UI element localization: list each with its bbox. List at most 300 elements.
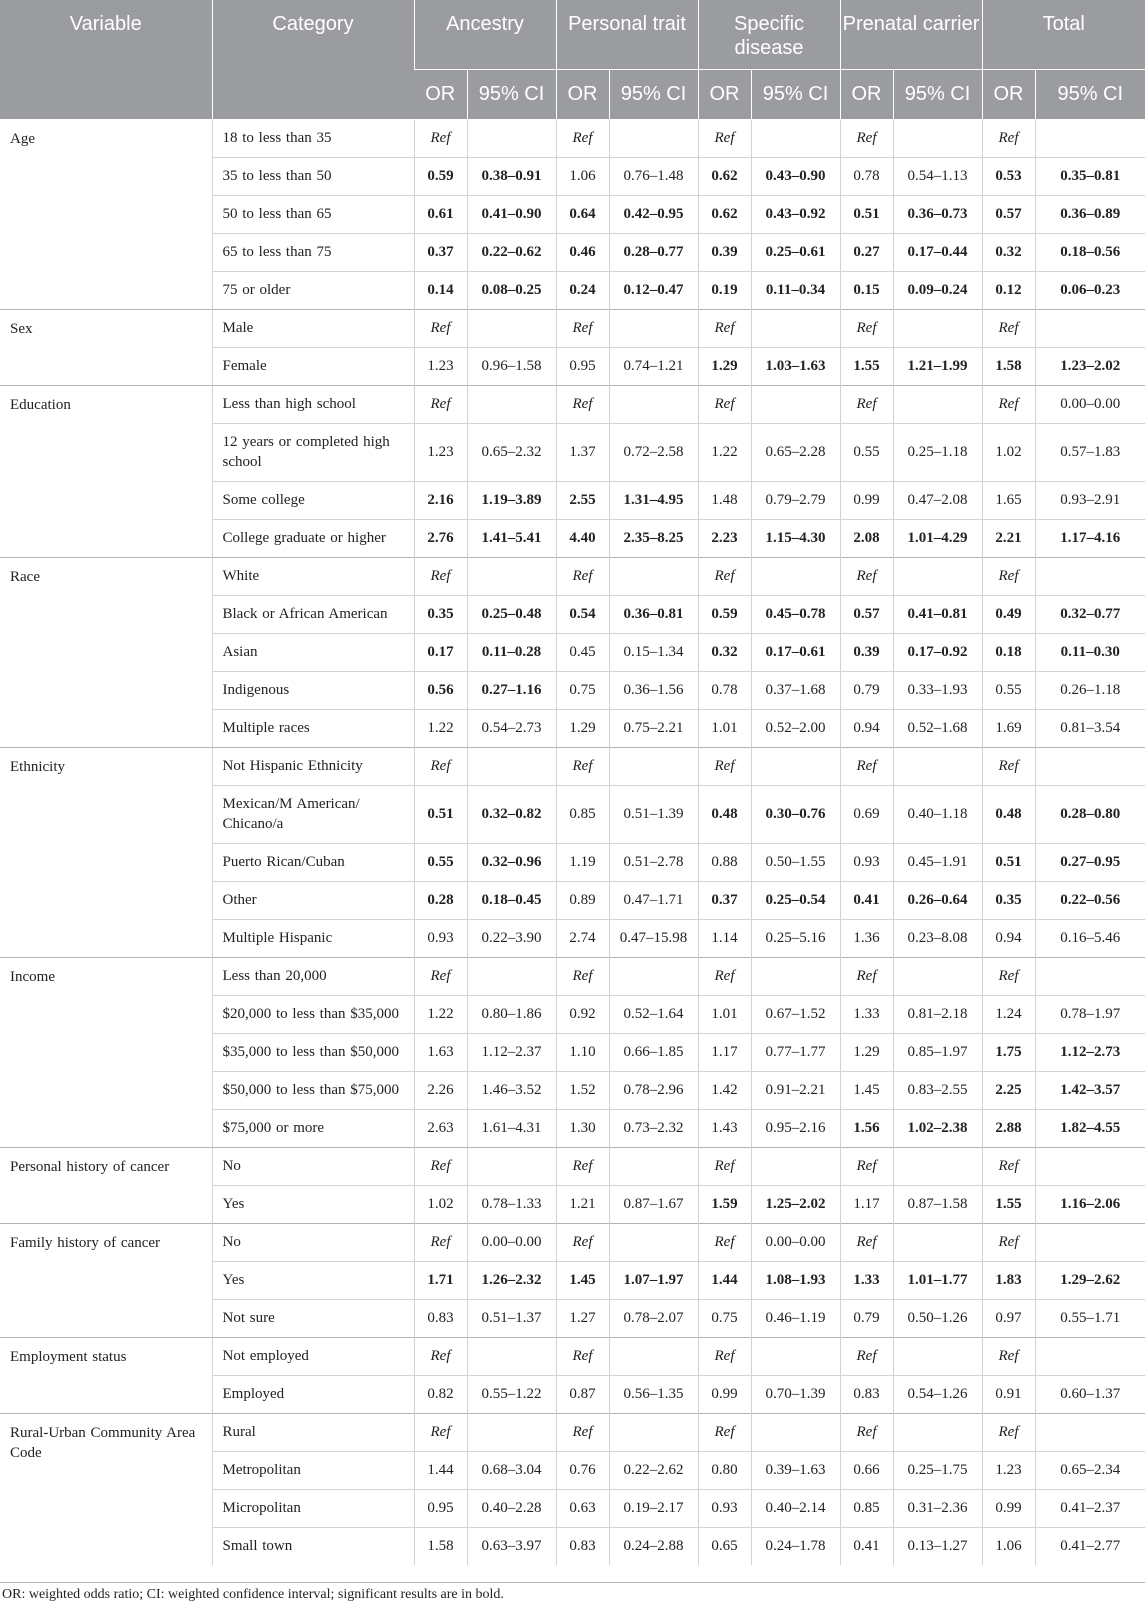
or-cell: 2.55 xyxy=(556,481,609,519)
ci-cell: 1.12–2.37 xyxy=(467,1033,556,1071)
or-cell: 1.59 xyxy=(698,1185,751,1223)
or-cell: 1.23 xyxy=(982,1451,1035,1489)
header-ci: 95% CI xyxy=(751,69,840,119)
category-cell: Small town xyxy=(212,1527,414,1565)
ci-cell xyxy=(1035,1413,1145,1451)
category-cell: No xyxy=(212,1147,414,1185)
or-cell: Ref xyxy=(698,309,751,347)
or-cell: 1.33 xyxy=(840,1261,893,1299)
or-cell: 0.83 xyxy=(414,1299,467,1337)
header-or: OR xyxy=(982,69,1035,119)
category-cell: $20,000 to less than $35,000 xyxy=(212,995,414,1033)
or-cell: 1.63 xyxy=(414,1033,467,1071)
category-cell: 75 or older xyxy=(212,271,414,309)
or-cell: Ref xyxy=(556,119,609,157)
or-cell: 0.79 xyxy=(840,1299,893,1337)
ci-cell: 0.22–2.62 xyxy=(609,1451,698,1489)
variable-cell: Employment status xyxy=(0,1337,212,1413)
or-cell: 1.23 xyxy=(414,423,467,481)
or-cell: 0.62 xyxy=(698,157,751,195)
ci-cell: 0.12–0.47 xyxy=(609,271,698,309)
ci-cell: 0.16–5.46 xyxy=(1035,919,1145,957)
or-cell: Ref xyxy=(556,1223,609,1261)
ci-cell: 0.26–1.18 xyxy=(1035,671,1145,709)
ci-cell xyxy=(1035,557,1145,595)
or-cell: 1.17 xyxy=(698,1033,751,1071)
category-cell: White xyxy=(212,557,414,595)
or-cell: 0.45 xyxy=(556,633,609,671)
header-ci: 95% CI xyxy=(467,69,556,119)
ci-cell xyxy=(1035,747,1145,785)
or-cell: 0.27 xyxy=(840,233,893,271)
variable-cell: Education xyxy=(0,385,212,557)
ci-cell: 1.82–4.55 xyxy=(1035,1109,1145,1147)
ci-cell: 1.42–3.57 xyxy=(1035,1071,1145,1109)
or-cell: 0.56 xyxy=(414,671,467,709)
ci-cell: 0.45–1.91 xyxy=(893,843,982,881)
ci-cell xyxy=(893,747,982,785)
ci-cell xyxy=(609,1337,698,1375)
or-cell: 1.33 xyxy=(840,995,893,1033)
category-cell: Employed xyxy=(212,1375,414,1413)
or-cell: 1.17 xyxy=(840,1185,893,1223)
or-cell: 0.94 xyxy=(982,919,1035,957)
ci-cell xyxy=(751,747,840,785)
ci-cell: 0.09–0.24 xyxy=(893,271,982,309)
or-cell: 1.56 xyxy=(840,1109,893,1147)
variable-cell: Age xyxy=(0,119,212,309)
header-variable: Variable xyxy=(0,0,212,119)
ci-cell: 0.78–2.96 xyxy=(609,1071,698,1109)
category-cell: 50 to less than 65 xyxy=(212,195,414,233)
ci-cell: 0.65–2.28 xyxy=(751,423,840,481)
or-cell: Ref xyxy=(698,747,751,785)
category-cell: Yes xyxy=(212,1261,414,1299)
ci-cell: 0.81–2.18 xyxy=(893,995,982,1033)
ci-cell: 0.24–1.78 xyxy=(751,1527,840,1565)
ci-cell: 1.16–2.06 xyxy=(1035,1185,1145,1223)
ci-cell: 0.11–0.28 xyxy=(467,633,556,671)
or-cell: Ref xyxy=(414,1413,467,1451)
header-category: Category xyxy=(212,0,414,119)
table-body xyxy=(0,119,1145,1565)
ci-cell: 0.41–0.90 xyxy=(467,195,556,233)
or-cell: 0.53 xyxy=(982,157,1035,195)
ci-cell: 0.60–1.37 xyxy=(1035,1375,1145,1413)
ci-cell: 0.32–0.82 xyxy=(467,785,556,843)
ci-cell: 0.65–2.32 xyxy=(467,423,556,481)
ci-cell: 0.37–1.68 xyxy=(751,671,840,709)
or-cell: 0.61 xyxy=(414,195,467,233)
ci-cell: 0.52–1.64 xyxy=(609,995,698,1033)
or-cell: 1.29 xyxy=(840,1033,893,1071)
or-cell: 0.82 xyxy=(414,1375,467,1413)
ci-cell: 0.54–2.73 xyxy=(467,709,556,747)
or-cell: Ref xyxy=(556,1337,609,1375)
or-cell: 0.95 xyxy=(414,1489,467,1527)
or-cell: 0.41 xyxy=(840,881,893,919)
ci-cell: 1.02–2.38 xyxy=(893,1109,982,1147)
or-cell: 0.85 xyxy=(840,1489,893,1527)
header-group-total: Total xyxy=(982,0,1145,69)
ci-cell: 0.96–1.58 xyxy=(467,347,556,385)
ci-cell: 0.78–1.33 xyxy=(467,1185,556,1223)
table-row xyxy=(0,1337,1145,1375)
or-cell: 0.35 xyxy=(982,881,1035,919)
ci-cell: 0.23–8.08 xyxy=(893,919,982,957)
or-cell: 0.62 xyxy=(698,195,751,233)
category-cell: Male xyxy=(212,309,414,347)
or-cell: 0.54 xyxy=(556,595,609,633)
variable-cell: Ethnicity xyxy=(0,747,212,957)
table-footnote: OR: weighted odds ratio; CI: weighted confidence interval; significant results are in bold. xyxy=(2,1587,504,1602)
or-cell: Ref xyxy=(556,557,609,595)
or-cell: Ref xyxy=(698,385,751,423)
ci-cell xyxy=(893,957,982,995)
table-row xyxy=(0,1223,1145,1261)
ci-cell xyxy=(1035,1223,1145,1261)
ci-cell: 0.80–1.86 xyxy=(467,995,556,1033)
ci-cell: 0.25–0.54 xyxy=(751,881,840,919)
or-cell: 0.79 xyxy=(840,671,893,709)
or-cell: 0.89 xyxy=(556,881,609,919)
or-cell: 1.75 xyxy=(982,1033,1035,1071)
ci-cell xyxy=(1035,1337,1145,1375)
or-cell: 2.21 xyxy=(982,519,1035,557)
or-cell: 0.63 xyxy=(556,1489,609,1527)
ci-cell xyxy=(893,119,982,157)
ci-cell: 0.00–0.00 xyxy=(751,1223,840,1261)
or-cell: 0.66 xyxy=(840,1451,893,1489)
or-cell: 1.29 xyxy=(556,709,609,747)
or-cell: 1.02 xyxy=(982,423,1035,481)
or-cell: 0.97 xyxy=(982,1299,1035,1337)
or-cell: 2.16 xyxy=(414,481,467,519)
ci-cell xyxy=(751,1147,840,1185)
ci-cell xyxy=(893,309,982,347)
ci-cell: 2.35–8.25 xyxy=(609,519,698,557)
category-cell: Black or African American xyxy=(212,595,414,633)
ci-cell: 0.40–2.28 xyxy=(467,1489,556,1527)
or-cell: 1.55 xyxy=(840,347,893,385)
ci-cell xyxy=(609,747,698,785)
or-cell: 0.94 xyxy=(840,709,893,747)
or-cell: 0.57 xyxy=(840,595,893,633)
or-cell: Ref xyxy=(698,119,751,157)
or-cell: 1.45 xyxy=(840,1071,893,1109)
ci-cell: 0.95–2.16 xyxy=(751,1109,840,1147)
or-cell: 0.64 xyxy=(556,195,609,233)
variable-cell: Personal history of cancer xyxy=(0,1147,212,1223)
category-cell: 35 to less than 50 xyxy=(212,157,414,195)
ci-cell: 0.91–2.21 xyxy=(751,1071,840,1109)
or-cell: 1.10 xyxy=(556,1033,609,1071)
or-cell: 1.02 xyxy=(414,1185,467,1223)
or-cell: 0.69 xyxy=(840,785,893,843)
category-cell: Indigenous xyxy=(212,671,414,709)
or-cell: Ref xyxy=(840,1413,893,1451)
or-cell: 0.24 xyxy=(556,271,609,309)
ci-cell: 0.50–1.55 xyxy=(751,843,840,881)
ci-cell: 0.51–1.39 xyxy=(609,785,698,843)
or-cell: Ref xyxy=(840,1337,893,1375)
ci-cell: 1.19–3.89 xyxy=(467,481,556,519)
or-cell: 1.65 xyxy=(982,481,1035,519)
or-cell: 0.39 xyxy=(840,633,893,671)
ci-cell: 0.66–1.85 xyxy=(609,1033,698,1071)
or-cell: Ref xyxy=(840,747,893,785)
or-cell: Ref xyxy=(840,119,893,157)
ci-cell: 0.22–0.62 xyxy=(467,233,556,271)
or-cell: 0.59 xyxy=(414,157,467,195)
ci-cell: 0.25–0.48 xyxy=(467,595,556,633)
or-cell: Ref xyxy=(414,747,467,785)
or-cell: Ref xyxy=(982,119,1035,157)
or-cell: Ref xyxy=(698,957,751,995)
category-cell: Yes xyxy=(212,1185,414,1223)
or-cell: 0.48 xyxy=(698,785,751,843)
category-cell: Rural xyxy=(212,1413,414,1451)
ci-cell: 0.30–0.76 xyxy=(751,785,840,843)
or-cell: 0.18 xyxy=(982,633,1035,671)
ci-cell: 0.38–0.91 xyxy=(467,157,556,195)
or-cell: Ref xyxy=(840,957,893,995)
ci-cell: 0.76–1.48 xyxy=(609,157,698,195)
or-cell: Ref xyxy=(698,557,751,595)
or-cell: 0.19 xyxy=(698,271,751,309)
or-cell: 1.29 xyxy=(698,347,751,385)
or-cell: 1.44 xyxy=(698,1261,751,1299)
or-cell: 0.57 xyxy=(982,195,1035,233)
or-cell: 1.52 xyxy=(556,1071,609,1109)
category-cell: Asian xyxy=(212,633,414,671)
category-cell: Female xyxy=(212,347,414,385)
or-cell: 0.55 xyxy=(840,423,893,481)
ci-cell: 1.01–1.77 xyxy=(893,1261,982,1299)
or-cell: 1.37 xyxy=(556,423,609,481)
or-cell: Ref xyxy=(556,1413,609,1451)
or-cell: Ref xyxy=(840,1147,893,1185)
ci-cell: 0.43–0.90 xyxy=(751,157,840,195)
ci-cell: 0.33–1.93 xyxy=(893,671,982,709)
table-row xyxy=(0,385,1145,423)
category-cell: $50,000 to less than $75,000 xyxy=(212,1071,414,1109)
ci-cell: 0.54–1.26 xyxy=(893,1375,982,1413)
ci-cell xyxy=(1035,119,1145,157)
ci-cell: 0.46–1.19 xyxy=(751,1299,840,1337)
table-row xyxy=(0,119,1145,157)
or-cell: 0.39 xyxy=(698,233,751,271)
or-cell: 0.65 xyxy=(698,1527,751,1565)
table-row xyxy=(0,1147,1145,1185)
or-cell: Ref xyxy=(982,957,1035,995)
ci-cell: 0.39–1.63 xyxy=(751,1451,840,1489)
ci-cell xyxy=(467,557,556,595)
or-cell: 0.88 xyxy=(698,843,751,881)
or-cell: 0.85 xyxy=(556,785,609,843)
ci-cell xyxy=(751,1413,840,1451)
ci-cell: 0.19–2.17 xyxy=(609,1489,698,1527)
ci-cell: 0.51–1.37 xyxy=(467,1299,556,1337)
ci-cell: 0.87–1.58 xyxy=(893,1185,982,1223)
ci-cell: 0.11–0.34 xyxy=(751,271,840,309)
ci-cell: 0.50–1.26 xyxy=(893,1299,982,1337)
or-cell: 0.95 xyxy=(556,347,609,385)
header-group-ancestry: Ancestry xyxy=(414,0,556,69)
or-cell: 0.55 xyxy=(982,671,1035,709)
or-cell: Ref xyxy=(414,1223,467,1261)
category-cell: $75,000 or more xyxy=(212,1109,414,1147)
or-cell: 0.49 xyxy=(982,595,1035,633)
or-cell: Ref xyxy=(982,747,1035,785)
or-cell: Ref xyxy=(414,557,467,595)
or-cell: 2.76 xyxy=(414,519,467,557)
ci-cell: 1.26–2.32 xyxy=(467,1261,556,1299)
table-bottom-rule xyxy=(0,1582,1145,1583)
ci-cell: 0.28–0.77 xyxy=(609,233,698,271)
ci-cell xyxy=(609,1147,698,1185)
header-row-groups xyxy=(0,0,1145,69)
or-cell: 1.22 xyxy=(414,995,467,1033)
or-cell: 1.42 xyxy=(698,1071,751,1109)
ci-cell: 0.55–1.71 xyxy=(1035,1299,1145,1337)
ci-cell: 1.31–4.95 xyxy=(609,481,698,519)
category-cell: Some college xyxy=(212,481,414,519)
ci-cell: 0.36–1.56 xyxy=(609,671,698,709)
category-cell: $35,000 to less than $50,000 xyxy=(212,1033,414,1071)
ci-cell xyxy=(467,1337,556,1375)
ci-cell xyxy=(1035,1147,1145,1185)
ci-cell: 0.73–2.32 xyxy=(609,1109,698,1147)
ci-cell: 0.40–1.18 xyxy=(893,785,982,843)
ci-cell: 0.67–1.52 xyxy=(751,995,840,1033)
or-cell: Ref xyxy=(698,1147,751,1185)
category-cell: Metropolitan xyxy=(212,1451,414,1489)
ci-cell: 0.36–0.89 xyxy=(1035,195,1145,233)
or-cell: 0.75 xyxy=(556,671,609,709)
or-cell: 1.21 xyxy=(556,1185,609,1223)
ci-cell: 0.52–2.00 xyxy=(751,709,840,747)
header-or: OR xyxy=(414,69,467,119)
ci-cell: 0.51–2.78 xyxy=(609,843,698,881)
ci-cell: 1.07–1.97 xyxy=(609,1261,698,1299)
or-cell: 0.59 xyxy=(698,595,751,633)
ci-cell: 0.78–1.97 xyxy=(1035,995,1145,1033)
variable-cell: Sex xyxy=(0,309,212,385)
ci-cell: 0.17–0.61 xyxy=(751,633,840,671)
ci-cell: 0.36–0.81 xyxy=(609,595,698,633)
category-cell: Not Hispanic Ethnicity xyxy=(212,747,414,785)
ci-cell: 0.72–2.58 xyxy=(609,423,698,481)
ci-cell xyxy=(467,119,556,157)
ci-cell: 0.36–0.73 xyxy=(893,195,982,233)
or-cell: Ref xyxy=(414,1337,467,1375)
ci-cell xyxy=(609,1413,698,1451)
ci-cell: 0.70–1.39 xyxy=(751,1375,840,1413)
ci-cell xyxy=(893,385,982,423)
ci-cell: 0.18–0.45 xyxy=(467,881,556,919)
ci-cell: 0.78–2.07 xyxy=(609,1299,698,1337)
or-cell: Ref xyxy=(556,747,609,785)
ci-cell: 0.41–2.37 xyxy=(1035,1489,1145,1527)
or-cell: Ref xyxy=(414,957,467,995)
or-cell: 0.14 xyxy=(414,271,467,309)
ci-cell: 1.03–1.63 xyxy=(751,347,840,385)
category-cell: 12 years or completed high school xyxy=(212,423,414,481)
ci-cell: 0.41–0.81 xyxy=(893,595,982,633)
ci-cell: 1.29–2.62 xyxy=(1035,1261,1145,1299)
ci-cell xyxy=(467,1413,556,1451)
ci-cell: 0.52–1.68 xyxy=(893,709,982,747)
ci-cell xyxy=(751,1337,840,1375)
or-cell: 0.32 xyxy=(698,633,751,671)
ci-cell: 0.32–0.77 xyxy=(1035,595,1145,633)
ci-cell: 0.81–3.54 xyxy=(1035,709,1145,747)
ci-cell: 0.15–1.34 xyxy=(609,633,698,671)
or-cell: 2.23 xyxy=(698,519,751,557)
or-cell: 0.93 xyxy=(698,1489,751,1527)
or-cell: 0.48 xyxy=(982,785,1035,843)
or-cell: 0.51 xyxy=(982,843,1035,881)
or-cell: 1.24 xyxy=(982,995,1035,1033)
or-cell: Ref xyxy=(556,1147,609,1185)
or-cell: 2.25 xyxy=(982,1071,1035,1109)
or-cell: Ref xyxy=(982,1413,1035,1451)
table-row xyxy=(0,557,1145,595)
ci-cell: 0.68–3.04 xyxy=(467,1451,556,1489)
category-cell: Less than 20,000 xyxy=(212,957,414,995)
or-cell: 0.55 xyxy=(414,843,467,881)
or-cell: 0.76 xyxy=(556,1451,609,1489)
or-cell: 0.37 xyxy=(414,233,467,271)
ci-cell: 0.27–0.95 xyxy=(1035,843,1145,881)
ci-cell: 1.12–2.73 xyxy=(1035,1033,1145,1071)
ci-cell: 0.85–1.97 xyxy=(893,1033,982,1071)
header-or: OR xyxy=(840,69,893,119)
or-cell: 1.45 xyxy=(556,1261,609,1299)
ci-cell: 0.26–0.64 xyxy=(893,881,982,919)
or-cell: 0.28 xyxy=(414,881,467,919)
ci-cell: 1.46–3.52 xyxy=(467,1071,556,1109)
ci-cell: 1.41–5.41 xyxy=(467,519,556,557)
ci-cell: 0.18–0.56 xyxy=(1035,233,1145,271)
ci-cell xyxy=(467,957,556,995)
or-cell: Ref xyxy=(414,1147,467,1185)
or-cell: 0.12 xyxy=(982,271,1035,309)
header-group-specific-disease: Specific disease xyxy=(698,0,840,69)
ci-cell xyxy=(609,1223,698,1261)
ci-cell: 0.47–15.98 xyxy=(609,919,698,957)
or-cell: 0.37 xyxy=(698,881,751,919)
ci-cell: 0.75–2.21 xyxy=(609,709,698,747)
or-cell: Ref xyxy=(556,957,609,995)
or-cell: 1.06 xyxy=(982,1527,1035,1565)
or-cell: 0.99 xyxy=(982,1489,1035,1527)
header-or: OR xyxy=(556,69,609,119)
ci-cell: 0.87–1.67 xyxy=(609,1185,698,1223)
ci-cell: 0.45–0.78 xyxy=(751,595,840,633)
ci-cell xyxy=(467,385,556,423)
ci-cell: 0.40–2.14 xyxy=(751,1489,840,1527)
ci-cell: 0.13–1.27 xyxy=(893,1527,982,1565)
category-cell: Multiple Hispanic xyxy=(212,919,414,957)
ci-cell xyxy=(467,1147,556,1185)
or-cell: 0.51 xyxy=(840,195,893,233)
or-cell: 1.69 xyxy=(982,709,1035,747)
category-cell: Not sure xyxy=(212,1299,414,1337)
ci-cell: 0.25–1.75 xyxy=(893,1451,982,1489)
ci-cell: 0.65–2.34 xyxy=(1035,1451,1145,1489)
